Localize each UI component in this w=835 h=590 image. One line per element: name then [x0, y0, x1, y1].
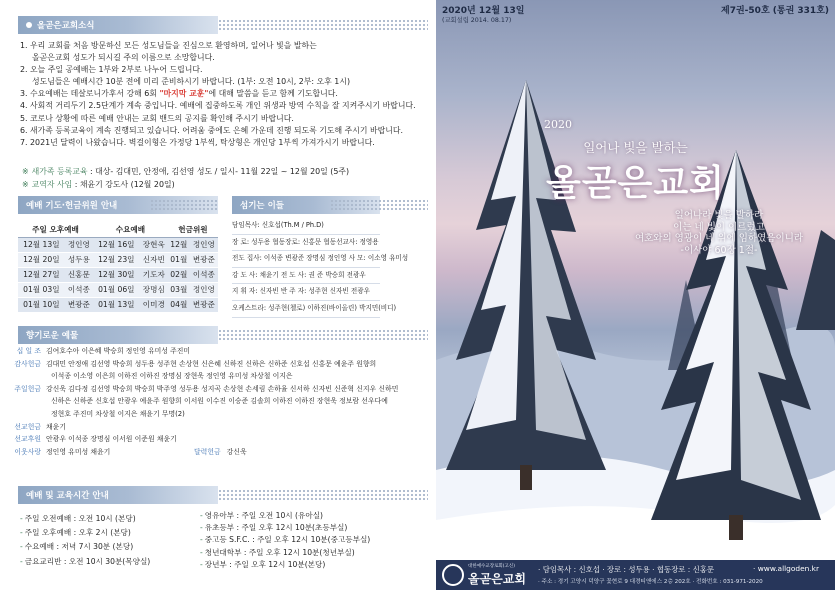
news-item	[20, 88, 425, 100]
founding-date: (교회설립 2014. 08.17)	[442, 17, 512, 24]
duty-cell: 정인영	[190, 237, 218, 252]
offering-names: 채윤기	[46, 422, 66, 431]
notice-label: 새가족 등록교육	[31, 167, 88, 176]
duty-cell: 12월	[168, 237, 190, 252]
duty-cell: 이석종	[65, 282, 93, 297]
issue-date: 2020년 12월 13일	[442, 6, 525, 16]
duty-header: 헌금위원	[168, 222, 218, 237]
offering-category: 감사헌금	[14, 359, 41, 368]
staff-row: 장 로: 성두용 협동장로: 신홍문 협동선교사: 정영용	[232, 235, 380, 252]
duty-row	[18, 252, 218, 267]
news-item: 2. 오늘 주일 공예배는 1부와 2부로 나누어 드립니다.	[20, 65, 203, 75]
cover-slogan: 일어나 빛을 발하는	[583, 140, 688, 155]
worship-time: 유초등부 : 주일 오후 12시 10분(초등부실)	[204, 523, 348, 533]
offering-names: 강신욱 김다정 김선영 박승희 박승희 박주영 성두용 성지곡 손상현 손세림 손하율 신서하 신자빈 신준혁 신지우 신하민	[46, 384, 399, 393]
offering-category: 달력헌금	[194, 447, 221, 456]
duty-cell: 신자빈	[140, 252, 168, 267]
worship-section-title: 예배 및 교육시간 안내	[26, 491, 109, 501]
duty-cell: 변광준	[65, 297, 93, 312]
news-item: 5. 코로나 상황에 따른 예배 안내는 교회 밴드의 공지를 확인해 주시기 바랍니다.	[20, 113, 294, 123]
notice-label: 교역자 사임	[31, 180, 73, 189]
offering-names: 정현호 주진미 차상철 이지은 채윤기 무명(2)	[51, 409, 185, 418]
dash-icon: -	[200, 535, 203, 545]
offering-row	[14, 421, 432, 434]
worship-time-row	[20, 526, 150, 540]
duty-cell: 변광준	[190, 252, 218, 267]
worship-times-left	[20, 512, 150, 569]
duty-cell: 이석종	[190, 267, 218, 282]
offering-row	[14, 358, 432, 371]
bullet-icon	[26, 22, 32, 28]
notice-list	[22, 165, 427, 191]
offering-names: 김여호수아 이은혜 박승희 정인영 유미성 주진미	[46, 347, 191, 355]
offering-section-title: 향기로운 예물	[26, 331, 79, 341]
verse-line: 여호와의 영광이 네 위에 임하였음이니라	[634, 233, 804, 244]
offering-category: 이웃사랑	[14, 447, 41, 456]
offering-category: 선교후원	[14, 435, 41, 444]
dash-icon: -	[200, 523, 203, 533]
duty-header: 주일 오후예배	[18, 222, 93, 237]
duty-row	[18, 267, 218, 282]
duty-cell: 변광준	[190, 297, 218, 312]
dash-icon: -	[200, 511, 203, 520]
staff-section-title: 섬기는 이들	[240, 201, 285, 211]
duty-cell: 신홍문	[65, 267, 93, 282]
duty-cell: 02월	[168, 267, 190, 282]
footer-church-name: 올곧은교회	[468, 572, 526, 586]
notice-text: : 대상- 김대민, 안정애, 김선영 성도 / 일시- 11월 22일 ~ 12월 20일 (5주)	[90, 167, 350, 176]
news-section-title: 올곧은교회소식	[37, 21, 95, 31]
worship-time-row	[200, 559, 370, 571]
staff-list	[232, 218, 409, 318]
news-list	[20, 40, 425, 149]
news-section-header	[18, 16, 218, 34]
dash-icon: -	[20, 556, 23, 566]
snowy-forest-illustration	[436, 0, 835, 590]
worship-time: 금요교리반 : 오전 10시 30분(목양실)	[24, 556, 151, 566]
duty-cell: 정인영	[190, 282, 218, 297]
bible-verse	[604, 210, 834, 256]
footer-leaders: · 담임목사 : 신호섭 · 장로 : 성두용 · 협동장로 : 신홍문	[538, 565, 715, 574]
worship-time: 청년대학부 : 주일 오후 12시 10분(청년부실)	[204, 547, 355, 557]
news-item: 4. 사회적 거리두기 2.5단계가 계속 중입니다. 예배에 집중하도록 개인 위생과 방역 수칙을 잘 지켜주시기 바랍니다.	[20, 101, 416, 111]
offering-list	[14, 345, 432, 458]
dash-icon: -	[200, 547, 203, 557]
cover-year: 2020	[544, 118, 572, 131]
church-name-title: 올곧은교회	[546, 163, 725, 204]
offering-row	[14, 433, 432, 446]
offering-row	[14, 345, 432, 358]
news-item: 7. 2021년 달력이 나왔습니다. 벽걸이형은 가정당 1부씩, 탁상형은 개인당 1부씩 가져가시기 바랍니다.	[20, 137, 375, 147]
staff-row: 담임목사: 신호섭(Th.M / Ph.D)	[232, 218, 380, 235]
worship-time: 중고등 S.F.C. : 주일 오후 12시 10분(중고등부실)	[204, 535, 371, 545]
duty-cell: 장현욱	[140, 237, 168, 252]
worship-time-row	[20, 540, 150, 554]
duty-cell: 01월 13일	[93, 297, 140, 312]
offering-section-header	[18, 326, 218, 344]
dash-icon: -	[200, 559, 203, 569]
reference-mark-icon: ※	[22, 180, 29, 189]
duty-cell: 정인영	[65, 237, 93, 252]
dash-icon: -	[20, 528, 23, 538]
duty-cell: 이미경	[140, 297, 168, 312]
dot-pattern	[150, 199, 218, 211]
worship-time: 장년부 : 주일 오후 12시 10분(본당)	[204, 559, 326, 569]
notice-text: : 채윤기 강도사 (12월 20일)	[74, 180, 175, 189]
news-text: 3. 수요예배는 데살로니가후서 강해 6회	[20, 89, 160, 99]
offering-row	[14, 446, 432, 459]
offering-names: 이석종 이소영 이은희 이하진 이하진 장명심 장현욱 정인영 유미성 차상철 이지은	[51, 372, 293, 381]
duty-cell: 03월	[168, 282, 190, 297]
staff-row: 강 도 사: 채윤기 전 도 사: 권 준 박승희 전광우	[232, 268, 380, 285]
duty-header: 수요예배	[93, 222, 168, 237]
worship-time-row	[200, 534, 370, 546]
offering-category: 선교헌금	[14, 422, 41, 431]
verse-line: 일어나라 빛을 발하라	[674, 210, 764, 221]
offering-row	[14, 383, 432, 396]
duty-cell: 기도자	[140, 267, 168, 282]
offering-names: 김대민 안정애 김선영 박승희 성두용 성주현 손상현 신은혜 신하진 신하은 신하준 신호섭 신홍문 예윤주 원향희	[46, 359, 377, 368]
notice-item	[22, 178, 427, 191]
duty-cell: 12월 27일	[18, 267, 65, 282]
dot-pattern	[218, 329, 428, 341]
worship-time: 주일 오전예배 : 오전 10시 (본당)	[24, 514, 136, 523]
denomination-label: 대한예수교장로회(고신)	[468, 564, 515, 569]
dash-icon: -	[20, 514, 23, 523]
duty-cell: 12월 23일	[93, 252, 140, 267]
worship-time: 주일 오후예배 : 오후 2시 (본당)	[24, 528, 131, 538]
offering-names: 강신욱	[226, 447, 247, 456]
worship-time-row	[20, 555, 150, 569]
duty-cell: 01월 03일	[18, 282, 65, 297]
footer-address: · 주소 : 경기 고양시 덕양구 꽃현로 9 대경티앤에스 2층 202호 · 전화번호 : 031-971-2020	[538, 579, 763, 585]
duty-cell: 01월 06일	[93, 282, 140, 297]
duty-cell: 12월 30일	[93, 267, 140, 282]
news-item: 성도님들은 예배시간 10분 전에 미리 준비하시기 바랍니다. (1부: 오전 10시, 2부: 오후 1시)	[32, 77, 351, 87]
worship-time-row	[200, 522, 370, 534]
worship-time: 영유아부 : 주일 오전 10시 (유아실)	[204, 511, 323, 520]
offering-category: 주일헌금	[14, 384, 41, 393]
worship-time: 수요예배 : 저녁 7시 30분 (본당)	[24, 542, 134, 552]
duty-row	[18, 282, 218, 297]
offering-category: 십 일 조	[16, 347, 41, 355]
dot-pattern	[330, 199, 428, 211]
news-item: 올곧은교회 성도가 되시길 주의 이름으로 소망합니다.	[32, 53, 215, 63]
worship-time-row	[20, 512, 150, 526]
duty-cell: 성두용	[65, 252, 93, 267]
duty-cell: 04월	[168, 297, 190, 312]
reference-mark-icon: ※	[22, 167, 29, 176]
staff-row: 오케스트라: 성주현(첼로) 이하진(바이올린) 박지민(비디)	[232, 301, 380, 318]
verse-line: 이는 네 빛이 이르렀고	[673, 221, 765, 233]
offering-names: 신하은 신하준 신호섭 안광우 예윤주 원향희 이서원 이수진 이승준 김솔희 이하진 이하진 장현욱 정보람 선우다예	[51, 397, 388, 406]
duty-cell: 12월 20일	[18, 252, 65, 267]
dash-icon: -	[20, 542, 23, 552]
duty-cell: 01월	[168, 252, 190, 267]
news-item: 1. 우리 교회를 처음 방문하신 모든 성도님들을 진심으로 환영하며, 일어나 빛을 발하는	[20, 41, 317, 50]
worship-time-row	[200, 510, 370, 522]
duty-section-title: 예배 기도·헌금위원 안내	[26, 201, 118, 211]
notice-item	[22, 165, 427, 178]
website-link[interactable]: · www.allgoden.kr	[753, 564, 819, 573]
church-logo-icon	[442, 564, 464, 586]
duty-cell: 12월 16일	[93, 237, 140, 252]
dot-pattern	[218, 19, 428, 31]
duty-cell: 12월 13일	[18, 237, 65, 252]
duty-row	[18, 297, 218, 312]
verse-reference: -이사야 60장 1절-	[680, 244, 758, 256]
worship-times-right	[200, 510, 370, 571]
staff-row: 지 휘 자: 신자빈 반 주 자: 성주현 신자빈 전광우	[232, 284, 380, 301]
duty-cell: 01월 10일	[18, 297, 65, 312]
duty-row	[18, 237, 218, 252]
cover-footer	[436, 560, 835, 590]
worship-section-header	[18, 486, 218, 504]
duty-table	[18, 222, 218, 313]
bulletin-cover	[436, 0, 835, 590]
worship-time-row	[200, 547, 370, 559]
staff-row: 전도 집사: 이석종 변광준 장명심 정인영 사 모: 이소영 유미성	[232, 251, 380, 268]
duty-table-body	[18, 237, 218, 312]
offering-names: 안광우 이석종 장명심 이서원 이준원 채윤기	[46, 435, 177, 444]
sermon-title-highlight: "마지막 교훈"	[159, 89, 209, 99]
dot-pattern	[218, 489, 428, 501]
news-text: 에 대해 말씀을 듣고 함께 기도합니다.	[208, 89, 338, 99]
news-item: 6. 새가족 등록교육이 계속 진행되고 있습니다. 어려움 중에도 은혜 가운데 진행 되도록 기도해 주시기 바랍니다.	[20, 125, 404, 135]
issue-volume: 제7권-50호 (통권 331호)	[721, 6, 829, 16]
offering-names: 정인영 유미성 채윤기	[46, 447, 111, 456]
duty-cell: 장명심	[140, 282, 168, 297]
